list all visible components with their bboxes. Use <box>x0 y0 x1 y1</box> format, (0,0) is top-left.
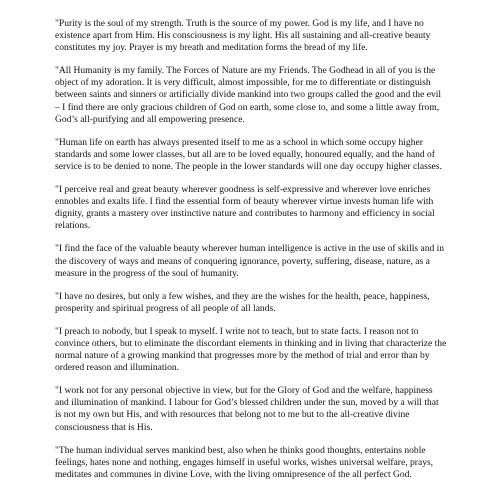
paragraph-3: "Human life on earth has always presented itself to me as a school in which some occupy higher standards and some lower classes, but all are to be loved equally, honoured equally, and the hand of service is to be denied to none. The people in the lower standards will one day occupy higher classes. <box>55 136 442 172</box>
paragraph-1: "Purity is the soul of my strength. Truth is the source of my power. God is my life, and I have no existence apart from Him. His consciousness is my light. His all sustaining and all-creative beauty constitutes my joy. Prayer is my breath and meditation forms the bread of my life. <box>55 18 431 54</box>
paragraph-4: "I perceive real and great beauty wherever goodness is self-expressive and wherever love enriches ennobles and exalts life. I find the essential form of beauty wherever virtue invests human life with dignity, grants a mastery over instinctive nature and contributes to harmony and efficiency in social relations. <box>55 184 435 232</box>
paragraph-5: "I find the face of the valuable beauty wherever human intelligence is active in the use of skills and in the discovery of ways and means of conquering ignorance, poverty, suffering, disease, nature, as a measure in the progress of the soul of humanity. <box>55 243 445 279</box>
paragraph-9: "The human individual serves mankind best, also when he thinks good thoughts, entertains noble feelings, hates none and nothing, engages himself in useful works, wishes universal welfare, prays, meditates and communes in divine Love, with the living omnipresence of the all perfect God. <box>55 444 434 480</box>
document-body <box>55 18 447 492</box>
paragraph-2: "All Humanity is my family. The Forces of Nature are my Friends. The Godhead in all of you is the object of my adoration. It is very difficult, almost impossible, for me to differentiate or distinguish between saints and sinners or artificially divide mankind into two groups called the good and the evil – I find there are only gracious children of God on earth, some close to, and some a little away from, God’s all-purifying and all empowering presence. <box>55 65 442 125</box>
paragraph-7: "I preach to nobody, but I speak to myself. I write not to teach, but to state facts. I reason not to convince others, but to eliminate the discordant elements in thinking and in living that characterize the normal nature of a growing mankind that progresses more by the method of trial and error than by ordered reason and illumination. <box>55 325 447 374</box>
paragraph-8: "I work not for any personal objective in view, but for the Glory of God and the welfare, happiness and illumination of mankind. I labour for God’s blessed children under the sun, moved by a will that is not my own but His, and with resources that belong not to me but to the all-creative divine consciousness that is His. <box>55 385 439 433</box>
paragraph-6: "I have no desires, but only a few wishes, and they are the wishes for the health, peace, happiness, prosperity and spiritual progress of all people of all lands. <box>55 290 430 314</box>
